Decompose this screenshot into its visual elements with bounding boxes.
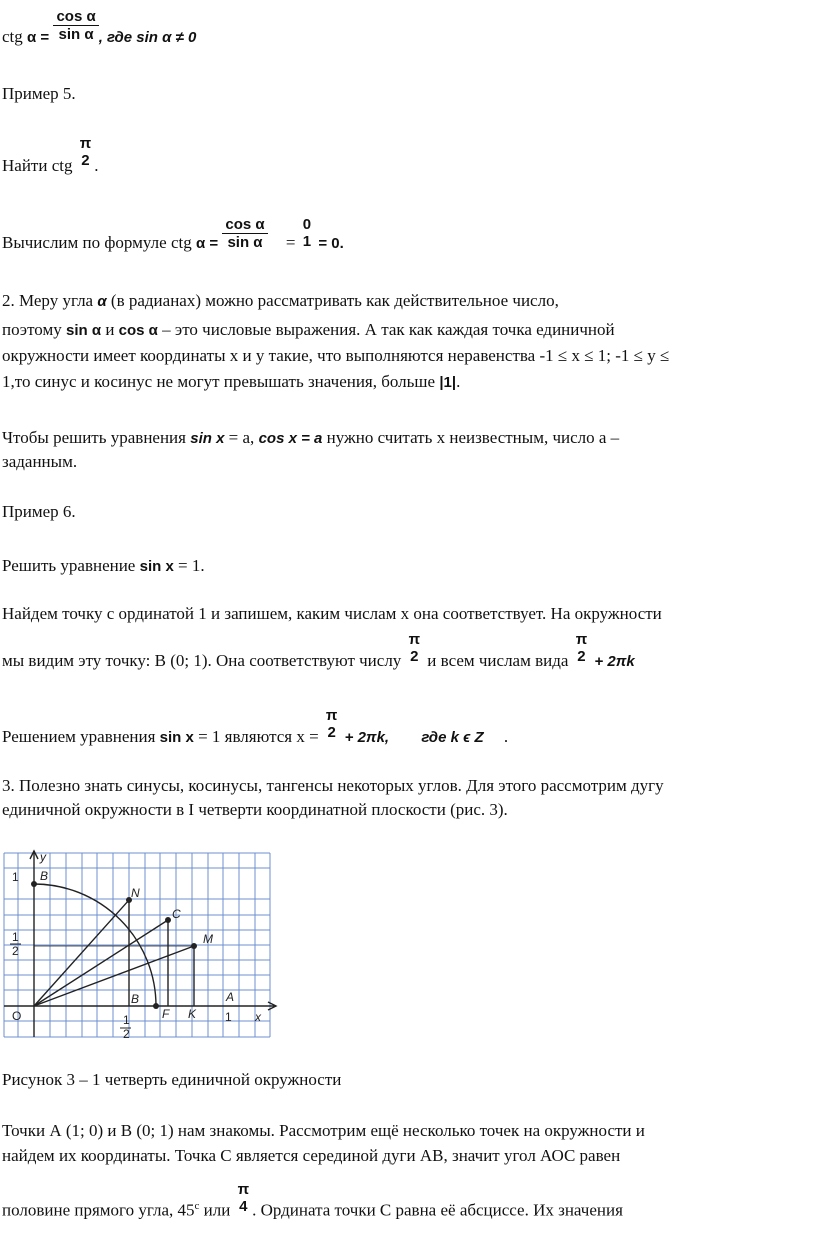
- fraction: $\frac{\text{cos α}}{\text{sin α}}$: [53, 8, 98, 43]
- label-M: M: [203, 932, 213, 946]
- find-ctg-line: Найти ctg π 2 .: [2, 135, 99, 175]
- para-8-line-2: единичной окружности в I четверти координатной плоскости (рис. 3).: [2, 800, 508, 819]
- label-B: B: [40, 869, 49, 883]
- label-half-x-den: 2: [123, 1027, 130, 1041]
- label-A: A: [226, 990, 235, 1004]
- solution-line: Решением уравнения sin x = 1 являются x = π 2 + 2πk, где k ϵ Z .: [2, 707, 509, 746]
- para-6-line-1: Найдем точку с ординатой 1 и запишем, каким числам x она соответствует. На окружности: [2, 604, 662, 623]
- label-K: K: [188, 1007, 197, 1021]
- label-half-x-num: 1: [123, 1013, 130, 1027]
- label-B-x: B: [131, 992, 140, 1006]
- label-y: y: [40, 850, 46, 864]
- label-x: x: [255, 1010, 261, 1024]
- para-3-line-2: заданным.: [2, 452, 78, 471]
- label-half-num: 1: [12, 930, 19, 944]
- label-O: O: [12, 1009, 22, 1023]
- para-3-line-1: Чтобы решить уравнения sin x = a, cos x = a нужно считать x неизвестным, число a –: [2, 428, 620, 447]
- para-2-line-2: поэтому sin α и cos α – это числовые выражения. А так как каждая точка единичной: [2, 320, 615, 339]
- unit-circle-figure: [0, 847, 280, 1042]
- example-5-heading: Пример 5.: [2, 84, 76, 103]
- para-6-line-2: мы видим эту точку: B (0; 1). Она соответствуют числу π 2 и всем числам вида π 2 + 2πk: [2, 631, 635, 670]
- label-N: N: [131, 886, 140, 900]
- para-9-line-3: половине прямого угла, $45^с$ или π 4 . Ордината точки С равна её абсциссе. Их значения: [2, 1180, 623, 1220]
- para-2-line-1: 2. Меру угла α (в радианах) можно рассматривать как действительное число,: [2, 291, 559, 310]
- formula-ctg-definition: ctg α = $\frac{\text{cos α}}{\text{sin α}}$ , где sin α ≠ 0: [2, 7, 197, 46]
- compute-line: Вычислим по формуле ctg α = $\frac{\text{cos α}}{\text{sin α}}$ = 0 1 = 0.: [2, 215, 344, 252]
- label-one-y: 1: [12, 870, 19, 884]
- solve-equation-line: Решить уравнение sin x = 1.: [2, 556, 205, 575]
- ctg-label: ctg: [2, 27, 23, 46]
- label-half-den: 2: [12, 944, 19, 958]
- para-9-line-1: Точки А (1; 0) и В (0; 1) нам знакомы. Рассмотрим ещё несколько точек на окружности и: [2, 1121, 645, 1140]
- example-6-heading: Пример 6.: [2, 502, 76, 521]
- para-2-line-3: окружности имеет координаты x и y такие, что выполняются неравенства -1 ≤ x ≤ 1; -1 ≤ y ≤: [2, 346, 670, 365]
- label-C: C: [172, 907, 181, 921]
- figure-caption: Рисунок 3 – 1 четверть единичной окружности: [2, 1070, 342, 1089]
- label-F: F: [162, 1007, 170, 1021]
- label-one-x: 1: [225, 1010, 232, 1024]
- para-2-line-4: 1,то синус и косинус не могут превышать значения, больше |1|.: [2, 372, 461, 391]
- para-8-line-1: 3. Полезно знать синусы, косинусы, тангенсы некоторых углов. Для этого рассмотрим дугу: [2, 776, 664, 795]
- para-9-line-2: найдем их координаты. Точка С является серединой дуги АВ, значит угол АОС равен: [2, 1146, 621, 1165]
